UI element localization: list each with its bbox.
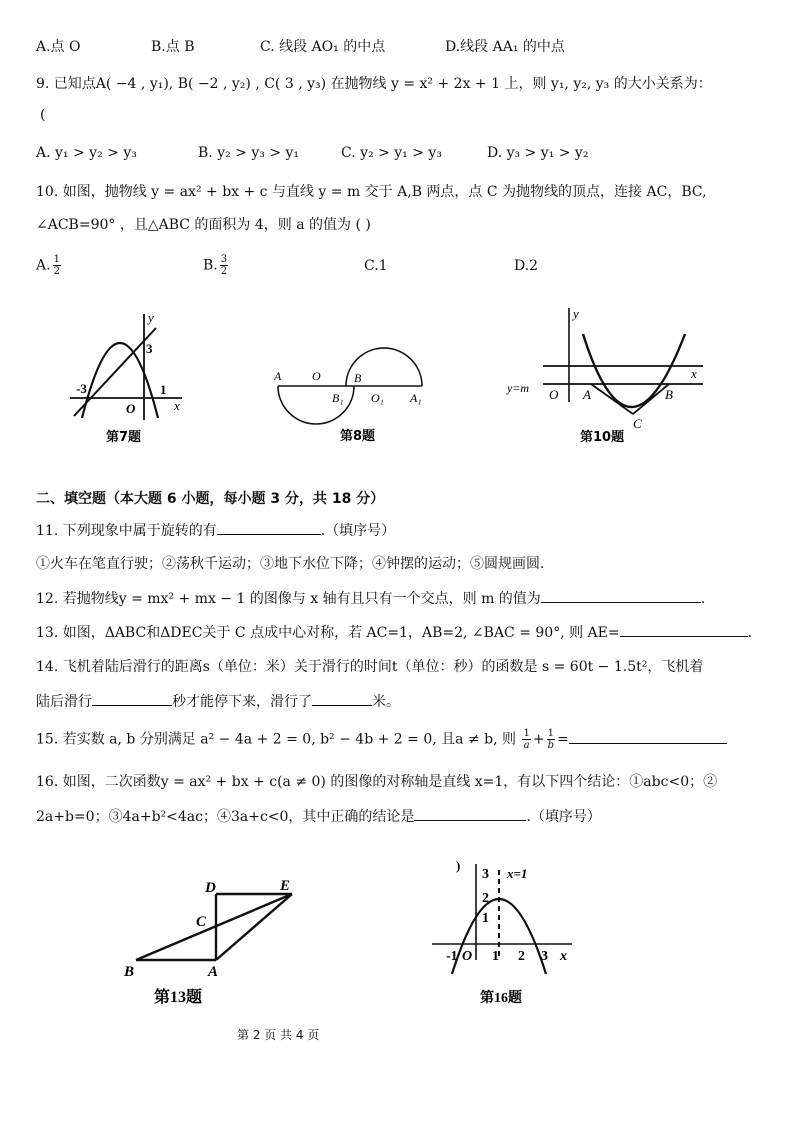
q8-option-a: A.点 O: [36, 39, 81, 55]
q9-option-c: C. y₂ > y₁ > y₃: [341, 145, 442, 161]
fig10-segment-BC: [633, 384, 669, 414]
q10-option-a-prefix: A.: [36, 257, 51, 274]
fig16-label-3: 3: [482, 867, 489, 882]
fig7-x-label: x: [174, 398, 180, 413]
figure-10: [503, 304, 713, 450]
fig16-label-x1: x=1: [507, 866, 528, 881]
fig8-label-B1: B₁: [332, 391, 344, 405]
q15-equals: =: [556, 731, 569, 748]
fig13-label-A: A: [208, 964, 219, 980]
q11-stem-a: 11. 下列现象中属于旋转的有: [36, 523, 217, 539]
section-2-heading: 二、填空题（本大题 6 小题，每小题 3 分，共 18 分）: [36, 491, 385, 507]
q15-fraction-2: [547, 728, 555, 751]
fig16-label-y: ): [456, 858, 461, 873]
q11-items: ①火车在笔直行驶；②荡秋千运动；③地下水位下降；④钟摆的运动；⑤圆规画圆.: [36, 556, 545, 572]
page-footer: 第 2 页 共 4 页: [237, 1028, 320, 1042]
fig10-segment-AC: [591, 384, 633, 414]
fig8-label-A1: A₁: [410, 391, 422, 405]
fig7-label-3: 3: [146, 341, 153, 356]
fig10-label-A: A: [583, 387, 591, 402]
q15-plus: +: [532, 731, 545, 748]
fig7-label-1: 1: [160, 382, 167, 397]
fig8-label-O1: O₁: [371, 391, 384, 405]
fig8-label-B: B: [354, 371, 362, 385]
q14-line2-c: 米。: [372, 694, 400, 710]
figure-8: [268, 338, 438, 450]
fig7-label-O: O: [126, 401, 136, 416]
q12-answer-blank[interactable]: [541, 588, 701, 603]
fig10-label-O: O: [549, 387, 559, 402]
q15-fraction-1-denominator: a: [523, 740, 530, 751]
fig16-label-1y: 1: [482, 911, 489, 926]
q14-line2: [36, 691, 400, 711]
fig13-segment-BE: [136, 894, 292, 960]
q8-option-c: C. 线段 AO₁ 的中点: [260, 39, 386, 55]
q9-stem: 9. 已知点A( −4 , y₁), B( −2 , y₂) , C( 3 , y₃) 在抛物线 y = x² + 2x + 1 上，则 y₁, y₂, y₃ 的大小关系为：: [36, 76, 712, 92]
q15-fraction-2-numerator: 1: [547, 728, 554, 739]
q14-line2-b: 秒才能停下来，滑行了: [172, 694, 312, 710]
figure-13: [116, 872, 306, 1012]
q10-option-b: [203, 254, 230, 277]
q16-line2: [36, 806, 601, 826]
fig7-y-label: y: [148, 310, 154, 325]
fig10-y-label: y: [573, 306, 579, 321]
q13: [36, 622, 752, 642]
fig16-label-3x: 3: [541, 949, 548, 964]
q9-option-b: B. y₂ > y₃ > y₁: [198, 145, 300, 161]
q9-paren: (: [40, 107, 46, 123]
fig16-label-1: 1: [492, 949, 499, 964]
q12-end: .: [700, 591, 706, 607]
q10-option-b-denominator: 2: [220, 266, 228, 277]
fig10-x-label: x: [691, 366, 697, 381]
q10-option-a: [36, 254, 63, 277]
fig10-caption: 第10题: [580, 430, 625, 445]
fig13-caption: 第13题: [154, 989, 203, 1006]
q8-option-b: B.点 B: [151, 39, 195, 55]
fig10-label-B: B: [665, 387, 673, 402]
fig13-label-D: D: [205, 880, 216, 896]
q8-option-d: D.线段 AA₁ 的中点: [445, 39, 565, 55]
figure-16: [428, 856, 578, 1012]
fig10-label-C: C: [633, 416, 642, 431]
q15-fraction-2-denominator: b: [547, 740, 554, 751]
q15-fraction-1: [522, 728, 530, 751]
q13-answer-blank[interactable]: [620, 622, 748, 637]
fig7-caption: 第7题: [106, 430, 142, 445]
q12-stem: 12. 若抛物线y = mx² + mx − 1 的图像与 x 轴有且只有一个交点，则 m 的值为: [36, 591, 541, 607]
q10-option-c: C.1: [364, 258, 388, 274]
q15-stem: 15. 若实数 a, b 分别满足 a² − 4a + 2 = 0, b² − 4b + 2 = 0, 且a ≠ b, 则: [36, 731, 516, 748]
q16-line2-a: 2a+b=0；③4a+b²<4ac；④3a+c<0，其中正确的结论是: [36, 809, 415, 825]
q14-line1: 14. 飞机着陆后滑行的距离s（单位：米）关于滑行的时间t（单位：秒）的函数是 s = 60t − 1.5t²，飞机着: [36, 659, 704, 675]
q11-answer-blank[interactable]: [217, 520, 321, 535]
fig16-label-2x: 2: [518, 949, 525, 964]
q9-option-d: D. y₃ > y₁ > y₂: [487, 145, 589, 161]
fig13-label-C: C: [196, 914, 207, 930]
q15-fraction-1-numerator: 1: [523, 728, 530, 739]
q14-time-blank[interactable]: [92, 691, 172, 706]
fig10-label-ym: y=m: [507, 381, 530, 395]
q10-option-b-fraction: [220, 254, 228, 277]
q14-line2-a: 陆后滑行: [36, 694, 92, 710]
fig8-label-A: A: [274, 369, 282, 383]
q11-stem: [36, 520, 395, 540]
q9-option-a: A. y₁ > y₂ > y₃: [36, 145, 137, 161]
q10-option-d: D.2: [514, 258, 539, 274]
fig7-label-neg3: -3: [76, 381, 87, 396]
q13-end: .: [747, 625, 753, 641]
q16-line2-b: .（填序号）: [526, 809, 601, 825]
q10-option-a-denominator: 2: [53, 266, 60, 277]
fig8-caption: 第8题: [340, 429, 376, 444]
fig16-label-O: O: [462, 949, 473, 964]
q10-option-b-prefix: B.: [203, 257, 218, 274]
fig13-label-B: B: [124, 964, 135, 980]
q15: [36, 728, 727, 751]
fig13-label-E: E: [280, 878, 291, 894]
q16-answer-blank[interactable]: [414, 806, 526, 821]
q10-stem-line2: ∠ACB=90° ，且△ABC 的面积为 4，则 a 的值为 ( ): [36, 217, 371, 233]
q10-stem-line1: 10. 如图，抛物线 y = ax² + bx + c 与直线 y = m 交于 A,B 两点，点 C 为抛物线的顶点，连接 AC，BC,: [36, 184, 707, 200]
q16-line1: 16. 如图，二次函数y = ax² + bx + c(a ≠ 0) 的图像的对称轴是直线 x=1，有以下四个结论：①abc<0；②: [36, 774, 718, 790]
fig16-label-2: 2: [482, 891, 489, 906]
q15-answer-blank[interactable]: [569, 729, 727, 744]
figure-7: [60, 308, 200, 450]
fig16-caption: 第16题: [480, 991, 522, 1006]
q14-distance-blank[interactable]: [312, 691, 372, 706]
fig8-label-O: O: [312, 369, 321, 383]
fig16-label-x: x: [560, 949, 567, 964]
q10-option-a-fraction: [53, 254, 61, 277]
q10-option-b-numerator: 3: [220, 254, 228, 265]
q11-stem-b: .（填序号）: [320, 523, 396, 539]
q13-stem: 13. 如图，ΔABC和ΔDEC关于 C 点成中心对称，若 AC=1，AB=2, ∠BAC = 90°, 则 AE=: [36, 625, 620, 641]
fig13-segment-AE: [216, 894, 292, 960]
q12: [36, 588, 705, 608]
fig16-label-neg1: -1: [446, 949, 458, 964]
q10-option-a-numerator: 1: [53, 254, 60, 265]
